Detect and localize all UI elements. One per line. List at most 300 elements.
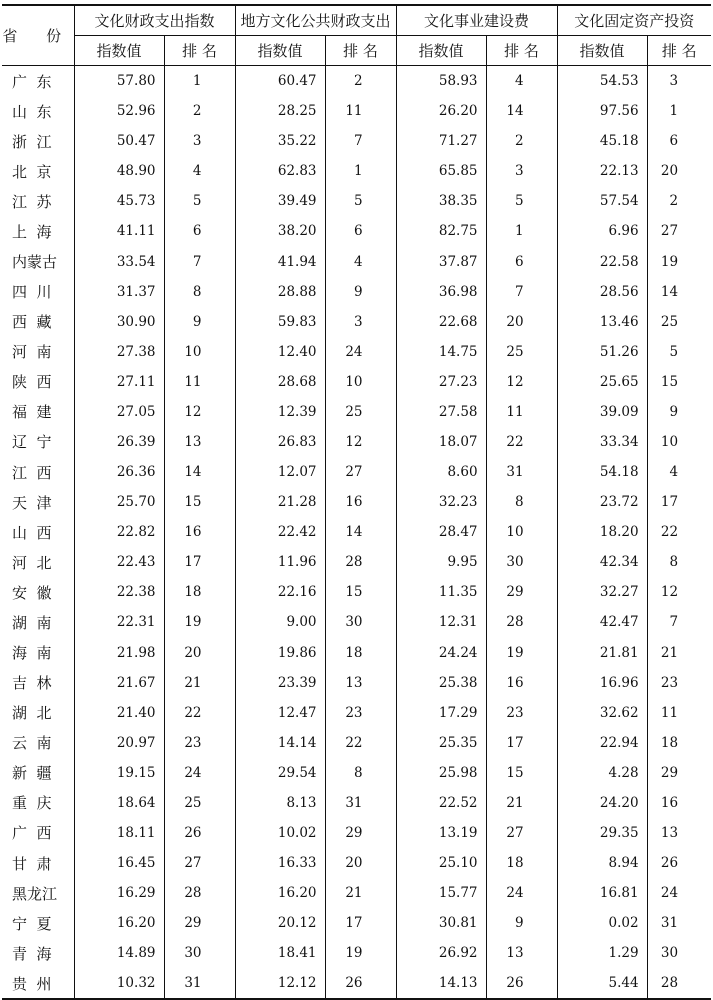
index-value-cell: 16.29: [74, 878, 164, 908]
table-row: [2, 698, 711, 728]
rank-cell: 8: [164, 277, 235, 307]
rank-cell: 20: [647, 156, 711, 186]
rank-cell: 16: [164, 517, 235, 547]
rank-cell: 22: [325, 728, 396, 758]
header-row-subcolumns: [2, 36, 711, 66]
index-value-cell: 52.96: [74, 96, 164, 126]
index-value-cell: 62.83: [235, 156, 325, 186]
rank-cell: 16: [486, 668, 557, 698]
rank-cell: 7: [325, 126, 396, 156]
table-row: [2, 878, 711, 908]
province-cell: 贵 州: [2, 968, 74, 999]
province-cell: 浙 江: [12, 132, 52, 151]
rank-cell: 7: [486, 277, 557, 307]
rank-cell: 24: [486, 878, 557, 908]
rank-cell: 8: [486, 487, 557, 517]
rank-cell: 6: [164, 216, 235, 246]
rank-cell: 29: [486, 577, 557, 607]
rank-cell: 4: [325, 246, 396, 276]
index-value-cell: 24.24: [396, 637, 486, 667]
index-value-cell: 23.72: [557, 487, 647, 517]
rank-cell: 27: [486, 818, 557, 848]
rank-cell: 28: [647, 968, 711, 999]
rank-cell: 8: [325, 758, 396, 788]
rank-cell: 21: [164, 668, 235, 698]
index-value-cell: 37.87: [396, 246, 486, 276]
index-value-cell: 22.13: [557, 156, 647, 186]
index-value-cell: 33.54: [74, 246, 164, 276]
index-value-cell: 30.81: [396, 908, 486, 938]
index-value-cell: 22.94: [557, 728, 647, 758]
rank-cell: 18: [164, 577, 235, 607]
rank-cell: 28: [486, 607, 557, 637]
header-row-groups: [2, 5, 711, 36]
rank-cell: 31: [647, 908, 711, 938]
province-cell: 江 苏: [12, 192, 52, 211]
index-value-cell: 57.80: [74, 66, 164, 97]
index-value-cell: 32.23: [396, 487, 486, 517]
rank-cell: 22: [647, 517, 711, 547]
index-value-cell: 18.64: [74, 788, 164, 818]
index-value-cell: 45.18: [557, 126, 647, 156]
province-cell: 重 庆: [12, 794, 52, 813]
index-value-cell: 21.40: [74, 698, 164, 728]
group-header-fixed-asset-investment: 文化固定资产投资: [557, 5, 711, 36]
index-value-cell: 26.92: [396, 938, 486, 968]
index-value-cell: 54.18: [557, 457, 647, 487]
index-value-cell: 29.54: [235, 758, 325, 788]
index-value-cell: 36.98: [396, 277, 486, 307]
index-value-cell: 50.47: [74, 126, 164, 156]
rank-cell: 16: [325, 487, 396, 517]
rank-cell: 26: [325, 968, 396, 999]
province-cell: 陕 西: [12, 373, 52, 392]
rank-cell: 9: [486, 908, 557, 938]
rank-cell: 6: [325, 216, 396, 246]
province-cell: 西 藏: [12, 313, 52, 332]
index-value-cell: 27.38: [74, 337, 164, 367]
rank-header: 排 名: [164, 36, 235, 66]
province-cell: 甘 肃: [12, 854, 52, 873]
index-value-cell: 60.47: [235, 66, 325, 97]
index-value-cell: 16.45: [74, 848, 164, 878]
rank-cell: 6: [647, 126, 711, 156]
index-value-cell: 18.41: [235, 938, 325, 968]
index-value-cell: 12.07: [235, 457, 325, 487]
rank-cell: 29: [164, 908, 235, 938]
province-cell: 河 北: [12, 553, 52, 572]
index-value-cell: 14.13: [396, 968, 486, 999]
rank-cell: 23: [164, 728, 235, 758]
rank-header: 排 名: [486, 36, 557, 66]
table-row: [2, 788, 711, 818]
index-value-cell: 71.27: [396, 126, 486, 156]
index-value-cell: 13.46: [557, 307, 647, 337]
province-cell: 宁 夏: [12, 914, 52, 933]
index-value-cell: 26.39: [74, 427, 164, 457]
index-value-cell: 14.75: [396, 337, 486, 367]
province-cell: 福 建: [12, 403, 52, 422]
index-value-cell: 6.96: [557, 216, 647, 246]
index-value-cell: 20.12: [235, 908, 325, 938]
index-value-cell: 65.85: [396, 156, 486, 186]
index-value-cell: 22.42: [235, 517, 325, 547]
rank-cell: 22: [486, 427, 557, 457]
rank-cell: 26: [164, 818, 235, 848]
index-value-cell: 19.15: [74, 758, 164, 788]
index-value-header: 指数值: [235, 36, 325, 66]
rank-cell: 15: [647, 367, 711, 397]
rank-cell: 21: [647, 637, 711, 667]
index-value-cell: 27.23: [396, 367, 486, 397]
province-cell: 广 西: [12, 824, 52, 843]
index-value-cell: 22.16: [235, 577, 325, 607]
index-value-cell: 17.29: [396, 698, 486, 728]
rank-cell: 17: [164, 547, 235, 577]
table-row: [2, 637, 711, 667]
finance-index-table: [2, 4, 711, 1000]
province-cell: 湖 北: [12, 704, 52, 723]
rank-cell: 10: [164, 337, 235, 367]
index-value-cell: 14.14: [235, 728, 325, 758]
rank-cell: 7: [164, 246, 235, 276]
index-value-cell: 28.56: [557, 277, 647, 307]
rank-cell: 2: [164, 96, 235, 126]
rank-cell: 7: [647, 607, 711, 637]
rank-cell: 30: [164, 938, 235, 968]
table-row: [2, 968, 711, 999]
index-value-cell: 27.11: [74, 367, 164, 397]
rank-cell: 28: [164, 878, 235, 908]
index-value-cell: 27.05: [74, 397, 164, 427]
province-cell: 山 东: [12, 102, 52, 121]
index-value-cell: 10.32: [74, 968, 164, 999]
rank-cell: 9: [325, 277, 396, 307]
rank-cell: 23: [486, 698, 557, 728]
table-row: [2, 758, 711, 788]
province-cell: 北 京: [12, 162, 52, 181]
index-value-cell: 32.27: [557, 577, 647, 607]
rank-cell: 12: [325, 427, 396, 457]
table-row: [2, 818, 711, 848]
rank-cell: 10: [486, 517, 557, 547]
rank-cell: 27: [325, 457, 396, 487]
rank-cell: 21: [325, 878, 396, 908]
table-row: [2, 607, 711, 637]
group-header-culture-construction-fee: 文化事业建设费: [396, 5, 557, 36]
rank-cell: 19: [486, 637, 557, 667]
province-cell: 上 海: [12, 222, 52, 241]
index-value-cell: 16.20: [235, 878, 325, 908]
rank-cell: 5: [486, 186, 557, 216]
table-row: [2, 427, 711, 457]
province-cell: 内蒙古: [12, 253, 58, 271]
rank-cell: 13: [486, 938, 557, 968]
index-value-cell: 39.09: [557, 397, 647, 427]
rank-cell: 25: [647, 307, 711, 337]
index-value-header: 指数值: [74, 36, 164, 66]
index-value-cell: 21.81: [557, 637, 647, 667]
rank-cell: 30: [647, 938, 711, 968]
rank-cell: 31: [486, 457, 557, 487]
index-value-cell: 35.22: [235, 126, 325, 156]
index-value-cell: 12.12: [235, 968, 325, 999]
rank-cell: 13: [164, 427, 235, 457]
province-cell: 天 津: [12, 493, 52, 512]
rank-cell: 23: [647, 668, 711, 698]
province-cell: 安 徽: [12, 583, 52, 602]
rank-cell: 4: [647, 457, 711, 487]
index-value-cell: 28.25: [235, 96, 325, 126]
rank-cell: 15: [164, 487, 235, 517]
index-value-cell: 21.67: [74, 668, 164, 698]
index-value-cell: 25.65: [557, 367, 647, 397]
rank-cell: 12: [647, 577, 711, 607]
index-value-cell: 28.47: [396, 517, 486, 547]
index-value-cell: 41.11: [74, 216, 164, 246]
rank-cell: 25: [325, 397, 396, 427]
index-value-cell: 18.07: [396, 427, 486, 457]
rank-cell: 17: [325, 908, 396, 938]
rank-cell: 21: [486, 788, 557, 818]
index-value-cell: 21.28: [235, 487, 325, 517]
rank-cell: 17: [647, 487, 711, 517]
index-value-cell: 20.97: [74, 728, 164, 758]
index-value-cell: 13.19: [396, 818, 486, 848]
index-value-cell: 24.20: [557, 788, 647, 818]
index-value-cell: 30.90: [74, 307, 164, 337]
index-value-cell: 10.02: [235, 818, 325, 848]
rank-cell: 29: [325, 818, 396, 848]
rank-cell: 1: [647, 96, 711, 126]
index-value-cell: 22.38: [74, 577, 164, 607]
index-value-header: 指数值: [557, 36, 647, 66]
province-cell: 云 南: [12, 734, 52, 753]
province-cell: 广 东: [12, 72, 52, 91]
index-value-cell: 54.53: [557, 66, 647, 97]
index-value-cell: 42.47: [557, 607, 647, 637]
rank-cell: 20: [486, 307, 557, 337]
index-value-cell: 22.52: [396, 788, 486, 818]
rank-cell: 18: [325, 637, 396, 667]
province-cell: 山 西: [12, 523, 52, 542]
index-value-cell: 97.56: [557, 96, 647, 126]
table-row: [2, 728, 711, 758]
rank-cell: 19: [325, 938, 396, 968]
index-value-cell: 18.11: [74, 818, 164, 848]
table-row: [2, 577, 711, 607]
group-header-local-public-expenditure: 地方文化公共财政支出: [235, 5, 396, 36]
index-value-cell: 59.83: [235, 307, 325, 337]
index-value-cell: 22.58: [557, 246, 647, 276]
index-value-header: 指数值: [396, 36, 486, 66]
table-row: [2, 547, 711, 577]
rank-cell: 2: [486, 126, 557, 156]
province-cell: 海 南: [12, 644, 52, 663]
index-value-cell: 22.68: [396, 307, 486, 337]
index-value-cell: 38.35: [396, 186, 486, 216]
rank-cell: 12: [486, 367, 557, 397]
rank-cell: 4: [486, 66, 557, 97]
table-row: [2, 517, 711, 547]
table-row: [2, 307, 711, 337]
rank-cell: 1: [164, 66, 235, 97]
province-cell: 青 海: [12, 944, 52, 963]
rank-cell: 25: [486, 337, 557, 367]
rank-cell: 25: [164, 788, 235, 818]
index-value-cell: 26.83: [235, 427, 325, 457]
index-value-cell: 48.90: [74, 156, 164, 186]
index-value-cell: 12.31: [396, 607, 486, 637]
index-value-cell: 32.62: [557, 698, 647, 728]
table-row: [2, 186, 711, 216]
index-value-cell: 25.70: [74, 487, 164, 517]
rank-cell: 31: [164, 968, 235, 999]
province-header: 省 份: [2, 5, 74, 66]
rank-cell: 13: [325, 668, 396, 698]
table-row: [2, 277, 711, 307]
index-value-cell: 11.96: [235, 547, 325, 577]
rank-cell: 20: [164, 637, 235, 667]
index-value-cell: 38.20: [235, 216, 325, 246]
rank-cell: 9: [164, 307, 235, 337]
index-value-cell: 12.47: [235, 698, 325, 728]
province-cell: 辽 宁: [12, 433, 52, 452]
table-row: [2, 367, 711, 397]
rank-cell: 28: [325, 547, 396, 577]
index-value-cell: 16.33: [235, 848, 325, 878]
rank-cell: 22: [164, 698, 235, 728]
index-value-cell: 9.95: [396, 547, 486, 577]
table-row: [2, 66, 711, 97]
rank-cell: 13: [647, 818, 711, 848]
rank-cell: 11: [164, 367, 235, 397]
index-value-cell: 12.39: [235, 397, 325, 427]
rank-cell: 1: [325, 156, 396, 186]
rank-cell: 18: [647, 728, 711, 758]
province-cell: 河 南: [12, 343, 52, 362]
index-value-cell: 21.98: [74, 637, 164, 667]
rank-cell: 30: [486, 547, 557, 577]
index-value-cell: 22.43: [74, 547, 164, 577]
index-value-cell: 51.26: [557, 337, 647, 367]
rank-cell: 5: [325, 186, 396, 216]
rank-cell: 3: [325, 307, 396, 337]
rank-cell: 11: [647, 698, 711, 728]
group-header-culture-finance-index: 文化财政支出指数: [74, 5, 235, 36]
index-value-cell: 8.94: [557, 848, 647, 878]
index-value-cell: 23.39: [235, 668, 325, 698]
rank-cell: 4: [164, 156, 235, 186]
index-value-cell: 16.20: [74, 908, 164, 938]
rank-cell: 3: [647, 66, 711, 97]
index-value-cell: 14.89: [74, 938, 164, 968]
rank-cell: 19: [647, 246, 711, 276]
index-value-cell: 11.35: [396, 577, 486, 607]
index-value-cell: 15.77: [396, 878, 486, 908]
index-value-cell: 27.58: [396, 397, 486, 427]
rank-cell: 23: [325, 698, 396, 728]
rank-cell: 19: [164, 607, 235, 637]
index-value-cell: 16.81: [557, 878, 647, 908]
rank-cell: 20: [325, 848, 396, 878]
index-value-cell: 4.28: [557, 758, 647, 788]
index-value-cell: 28.68: [235, 367, 325, 397]
index-value-cell: 25.35: [396, 728, 486, 758]
index-value-cell: 28.88: [235, 277, 325, 307]
index-value-cell: 57.54: [557, 186, 647, 216]
rank-cell: 5: [647, 337, 711, 367]
rank-cell: 17: [486, 728, 557, 758]
rank-cell: 14: [164, 457, 235, 487]
table-row: [2, 938, 711, 968]
index-value-cell: 22.31: [74, 607, 164, 637]
rank-cell: 30: [325, 607, 396, 637]
table-row: [2, 457, 711, 487]
rank-cell: 14: [647, 277, 711, 307]
province-cell: 四 川: [12, 283, 52, 302]
index-value-cell: 82.75: [396, 216, 486, 246]
index-value-cell: 12.40: [235, 337, 325, 367]
rank-cell: 3: [486, 156, 557, 186]
rank-cell: 24: [164, 758, 235, 788]
province-cell: 江 西: [12, 463, 52, 482]
table-row: [2, 96, 711, 126]
rank-cell: 27: [164, 848, 235, 878]
table-row: [2, 216, 711, 246]
rank-cell: 18: [486, 848, 557, 878]
rank-cell: 24: [325, 337, 396, 367]
index-value-cell: 22.82: [74, 517, 164, 547]
rank-cell: 29: [647, 758, 711, 788]
index-value-cell: 42.34: [557, 547, 647, 577]
rank-cell: 2: [325, 66, 396, 97]
table-row: [2, 126, 711, 156]
rank-cell: 2: [647, 186, 711, 216]
rank-cell: 15: [325, 577, 396, 607]
index-value-cell: 16.96: [557, 668, 647, 698]
index-value-cell: 0.02: [557, 908, 647, 938]
rank-cell: 9: [647, 397, 711, 427]
rank-cell: 27: [647, 216, 711, 246]
rank-cell: 10: [647, 427, 711, 457]
index-value-cell: 41.94: [235, 246, 325, 276]
index-value-cell: 9.00: [235, 607, 325, 637]
table-row: [2, 156, 711, 186]
rank-cell: 24: [647, 878, 711, 908]
index-value-cell: 26.20: [396, 96, 486, 126]
rank-cell: 10: [325, 367, 396, 397]
rank-cell: 14: [486, 96, 557, 126]
index-value-cell: 31.37: [74, 277, 164, 307]
table-row: [2, 908, 711, 938]
index-value-cell: 45.73: [74, 186, 164, 216]
index-value-cell: 33.34: [557, 427, 647, 457]
index-value-cell: 1.29: [557, 938, 647, 968]
index-value-cell: 8.60: [396, 457, 486, 487]
rank-cell: 26: [647, 848, 711, 878]
province-cell: 吉 林: [12, 674, 52, 693]
table-row: [2, 337, 711, 367]
table-body: [2, 66, 711, 1000]
index-value-cell: 8.13: [235, 788, 325, 818]
table-row: [2, 487, 711, 517]
table-row: [2, 397, 711, 427]
rank-cell: 14: [325, 517, 396, 547]
index-value-cell: 19.86: [235, 637, 325, 667]
table-row: [2, 848, 711, 878]
rank-cell: 11: [486, 397, 557, 427]
